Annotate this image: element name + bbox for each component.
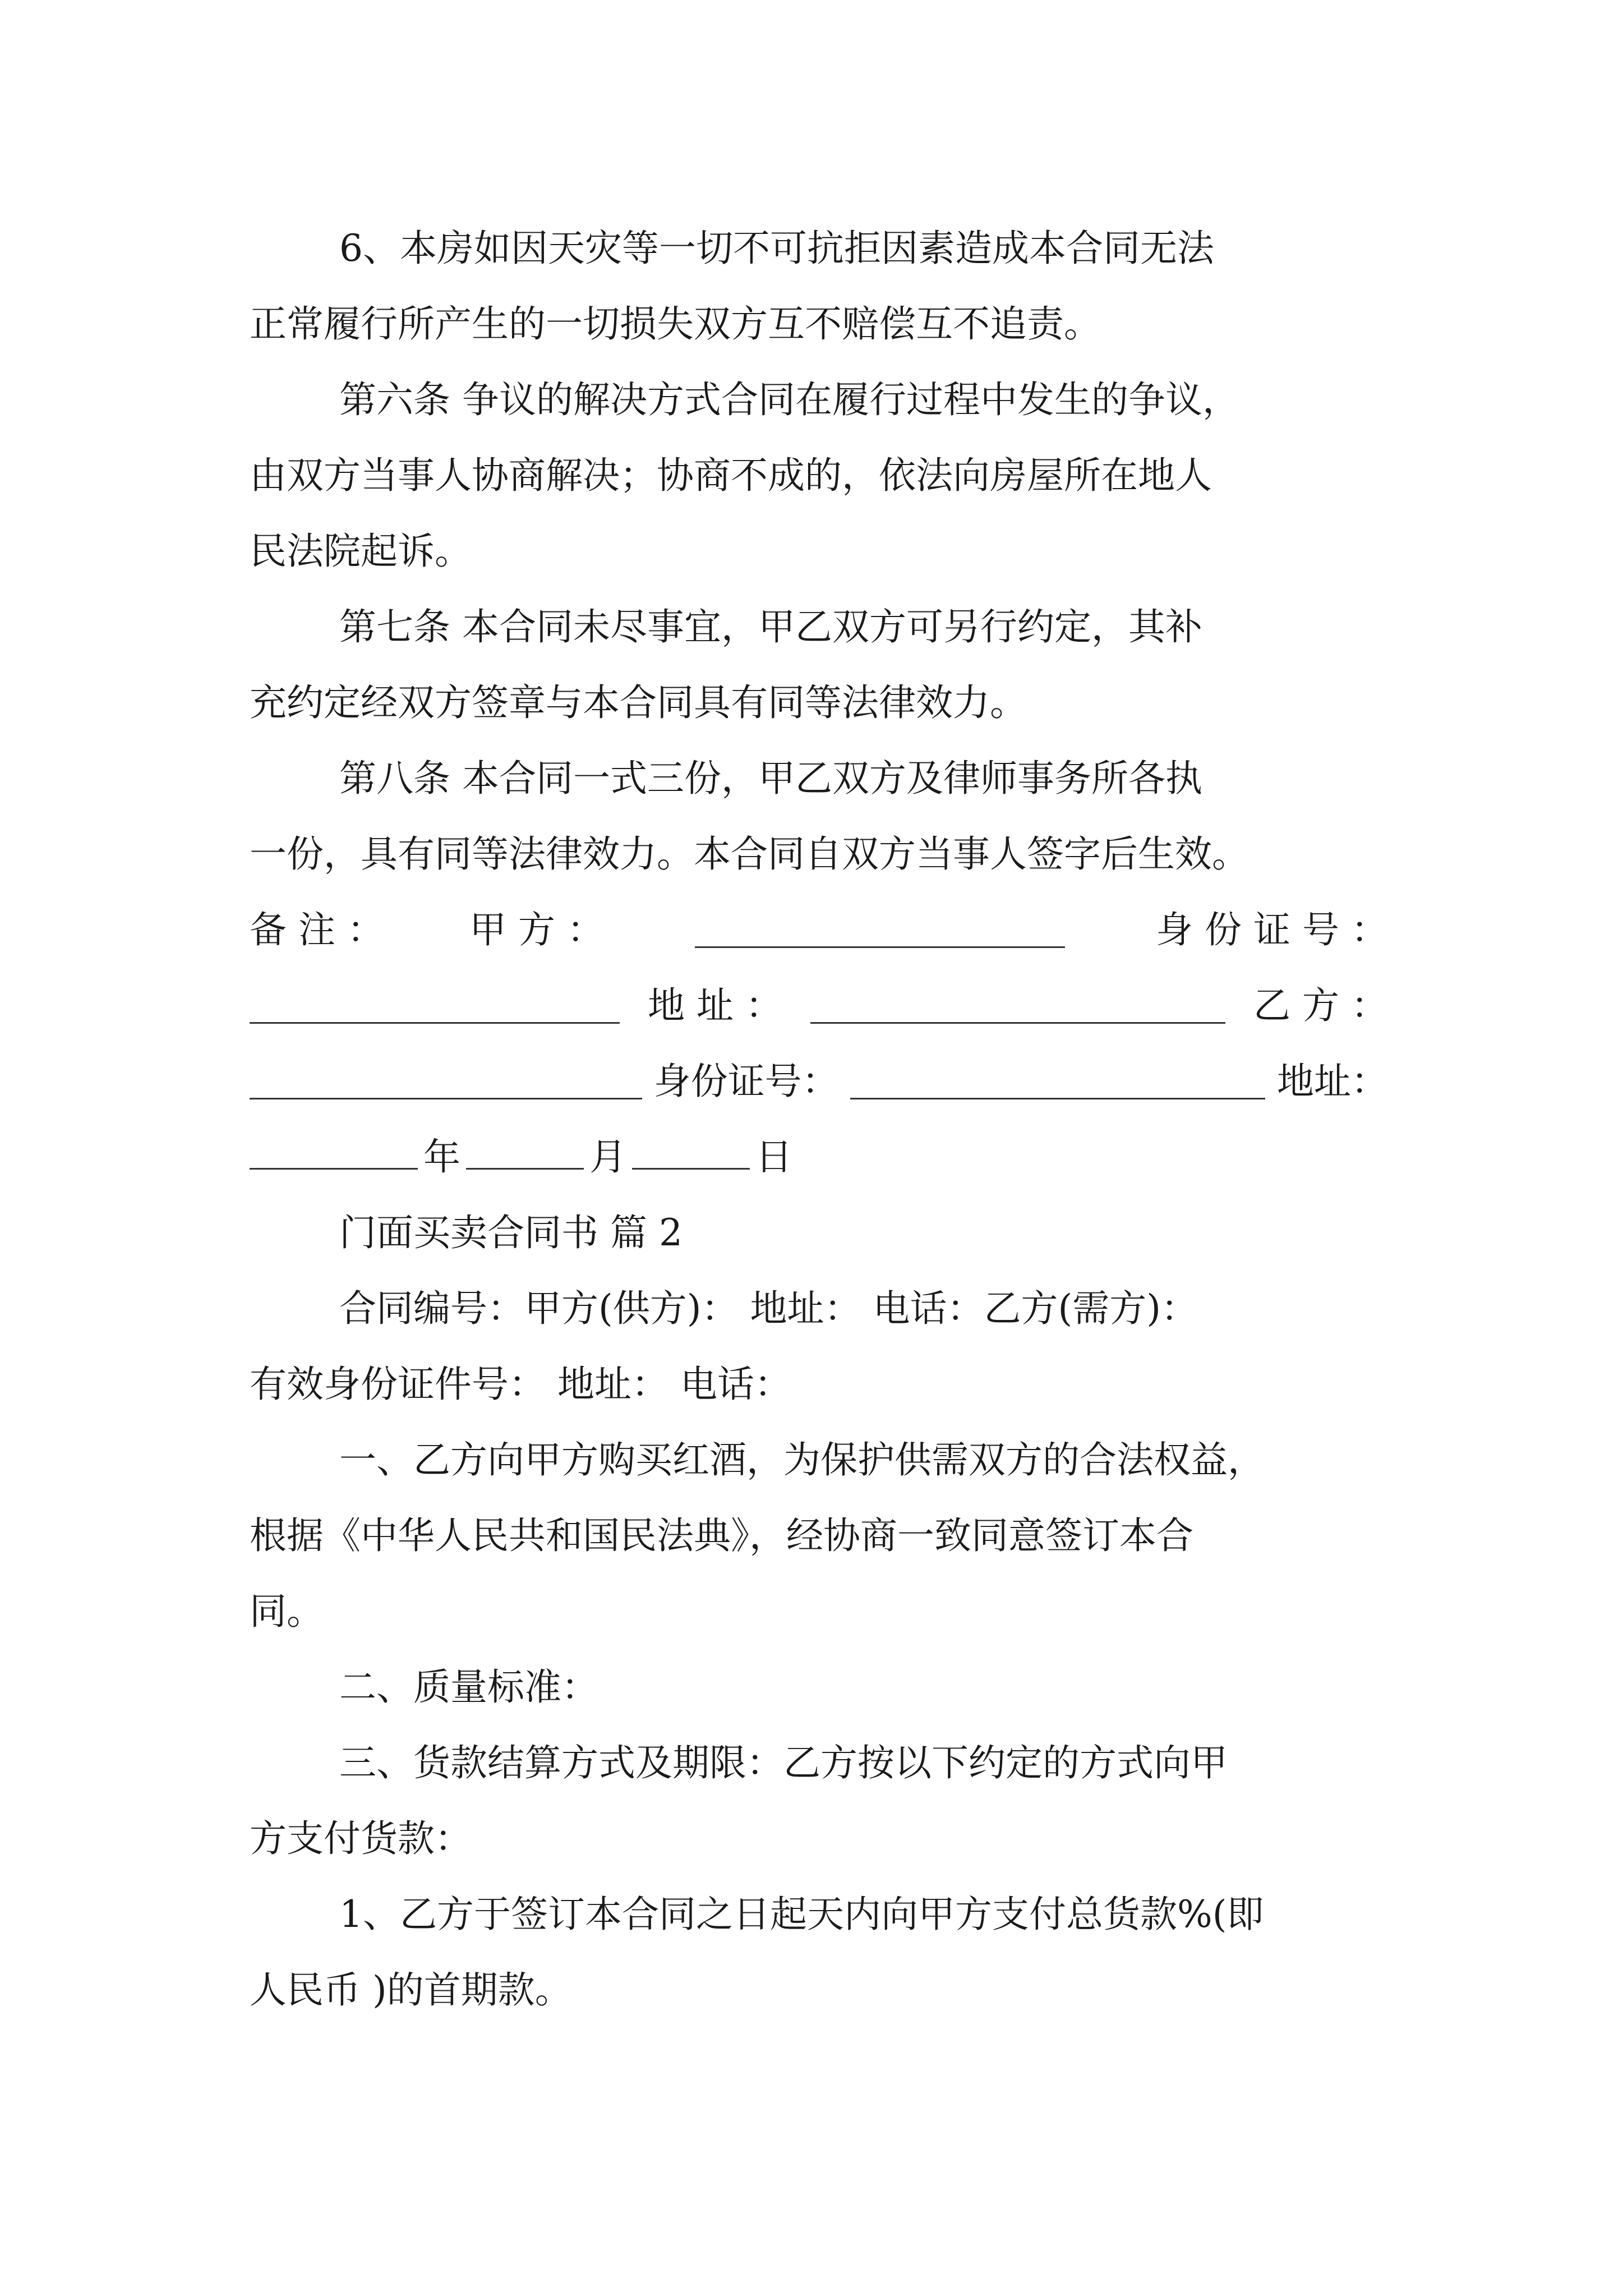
party-a-blank[interactable] (695, 913, 1065, 948)
paragraph-line: 三、货款结算方式及期限：乙方按以下约定的方式向甲 (339, 1741, 1228, 1784)
signature-row-2 (250, 979, 1388, 1033)
paragraph-line: 合同编号：甲方(供方)： 地址： 电话：乙方(需方)： (339, 1287, 1198, 1330)
signature-row-3 (250, 1055, 1388, 1108)
day-label: 日 (755, 1135, 792, 1179)
paragraph-line: 同。 (250, 1590, 324, 1633)
paragraph-line: 第七条 本合同未尽事宜，甲乙双方可另行约定，其补 (339, 605, 1202, 648)
id-number-2-label: 身份证号： (653, 1060, 839, 1103)
paragraph-line: 充约定经双方签章与本合同具有同等法律效力。 (250, 681, 1027, 724)
section-heading: 门面买卖合同书 篇 2 (339, 1211, 683, 1254)
id-number-label: 身 份 证 号 ： (1156, 908, 1388, 951)
paragraph-line: 1、乙方于签订本合同之日起天内向甲方支付总货款%(即 (339, 1893, 1264, 1936)
paragraph-line: 根据《中华人民共和国民法典》，经协商一致同意签订本合 (250, 1514, 1193, 1557)
paragraph-line: 人民币 )的首期款。 (250, 1968, 572, 2012)
address-2-label: 地址： (1276, 1060, 1388, 1103)
day-blank[interactable] (632, 1134, 750, 1170)
paragraph-line: 由双方当事人协商解决；协商不成的，依法向房屋所在地人 (250, 454, 1212, 497)
paragraph-line: 一份，具有同等法律效力。本合同自双方当事人签字后生效。 (250, 832, 1249, 876)
address-blank[interactable] (810, 988, 1225, 1024)
paragraph-line: 正常履行所产生的一切损失双方互不赔偿互不追责。 (250, 302, 1101, 346)
paragraph-line: 6、本房如因天灾等一切不可抗拒因素造成本合同无法 (339, 227, 1214, 270)
paragraph-line: 方支付货款： (250, 1817, 472, 1860)
month-label: 月 (589, 1135, 626, 1179)
party-a-label: 甲 方 ： (469, 908, 604, 951)
remark-label: 备 注 ： (250, 908, 384, 951)
party-b-blank[interactable] (250, 1064, 642, 1099)
address-label: 地 址 ： (648, 984, 782, 1027)
paragraph-line: 民法院起诉。 (250, 530, 472, 573)
month-blank[interactable] (466, 1134, 584, 1170)
date-row (250, 1130, 1388, 1184)
year-label: 年 (423, 1135, 460, 1179)
paragraph-line: 有效身份证件号： 地址： 电话： (250, 1363, 791, 1406)
paragraph-line: 第六条 争议的解决方式合同在履行过程中发生的争议， (339, 378, 1239, 421)
party-b-label: 乙 方 ： (1253, 984, 1388, 1027)
paragraph-line: 二、质量标准： (339, 1665, 598, 1709)
id-number-2-blank[interactable] (850, 1064, 1265, 1099)
signature-row-1 (250, 903, 1388, 957)
id-number-blank[interactable] (250, 988, 620, 1024)
paragraph-line: 第八条 本合同一式三份，甲乙双方及律师事务所各执 (339, 757, 1202, 800)
year-blank[interactable] (250, 1134, 418, 1170)
paragraph-line: 一、乙方向甲方购买红酒，为保护供需双方的合法权益， (339, 1438, 1265, 1481)
